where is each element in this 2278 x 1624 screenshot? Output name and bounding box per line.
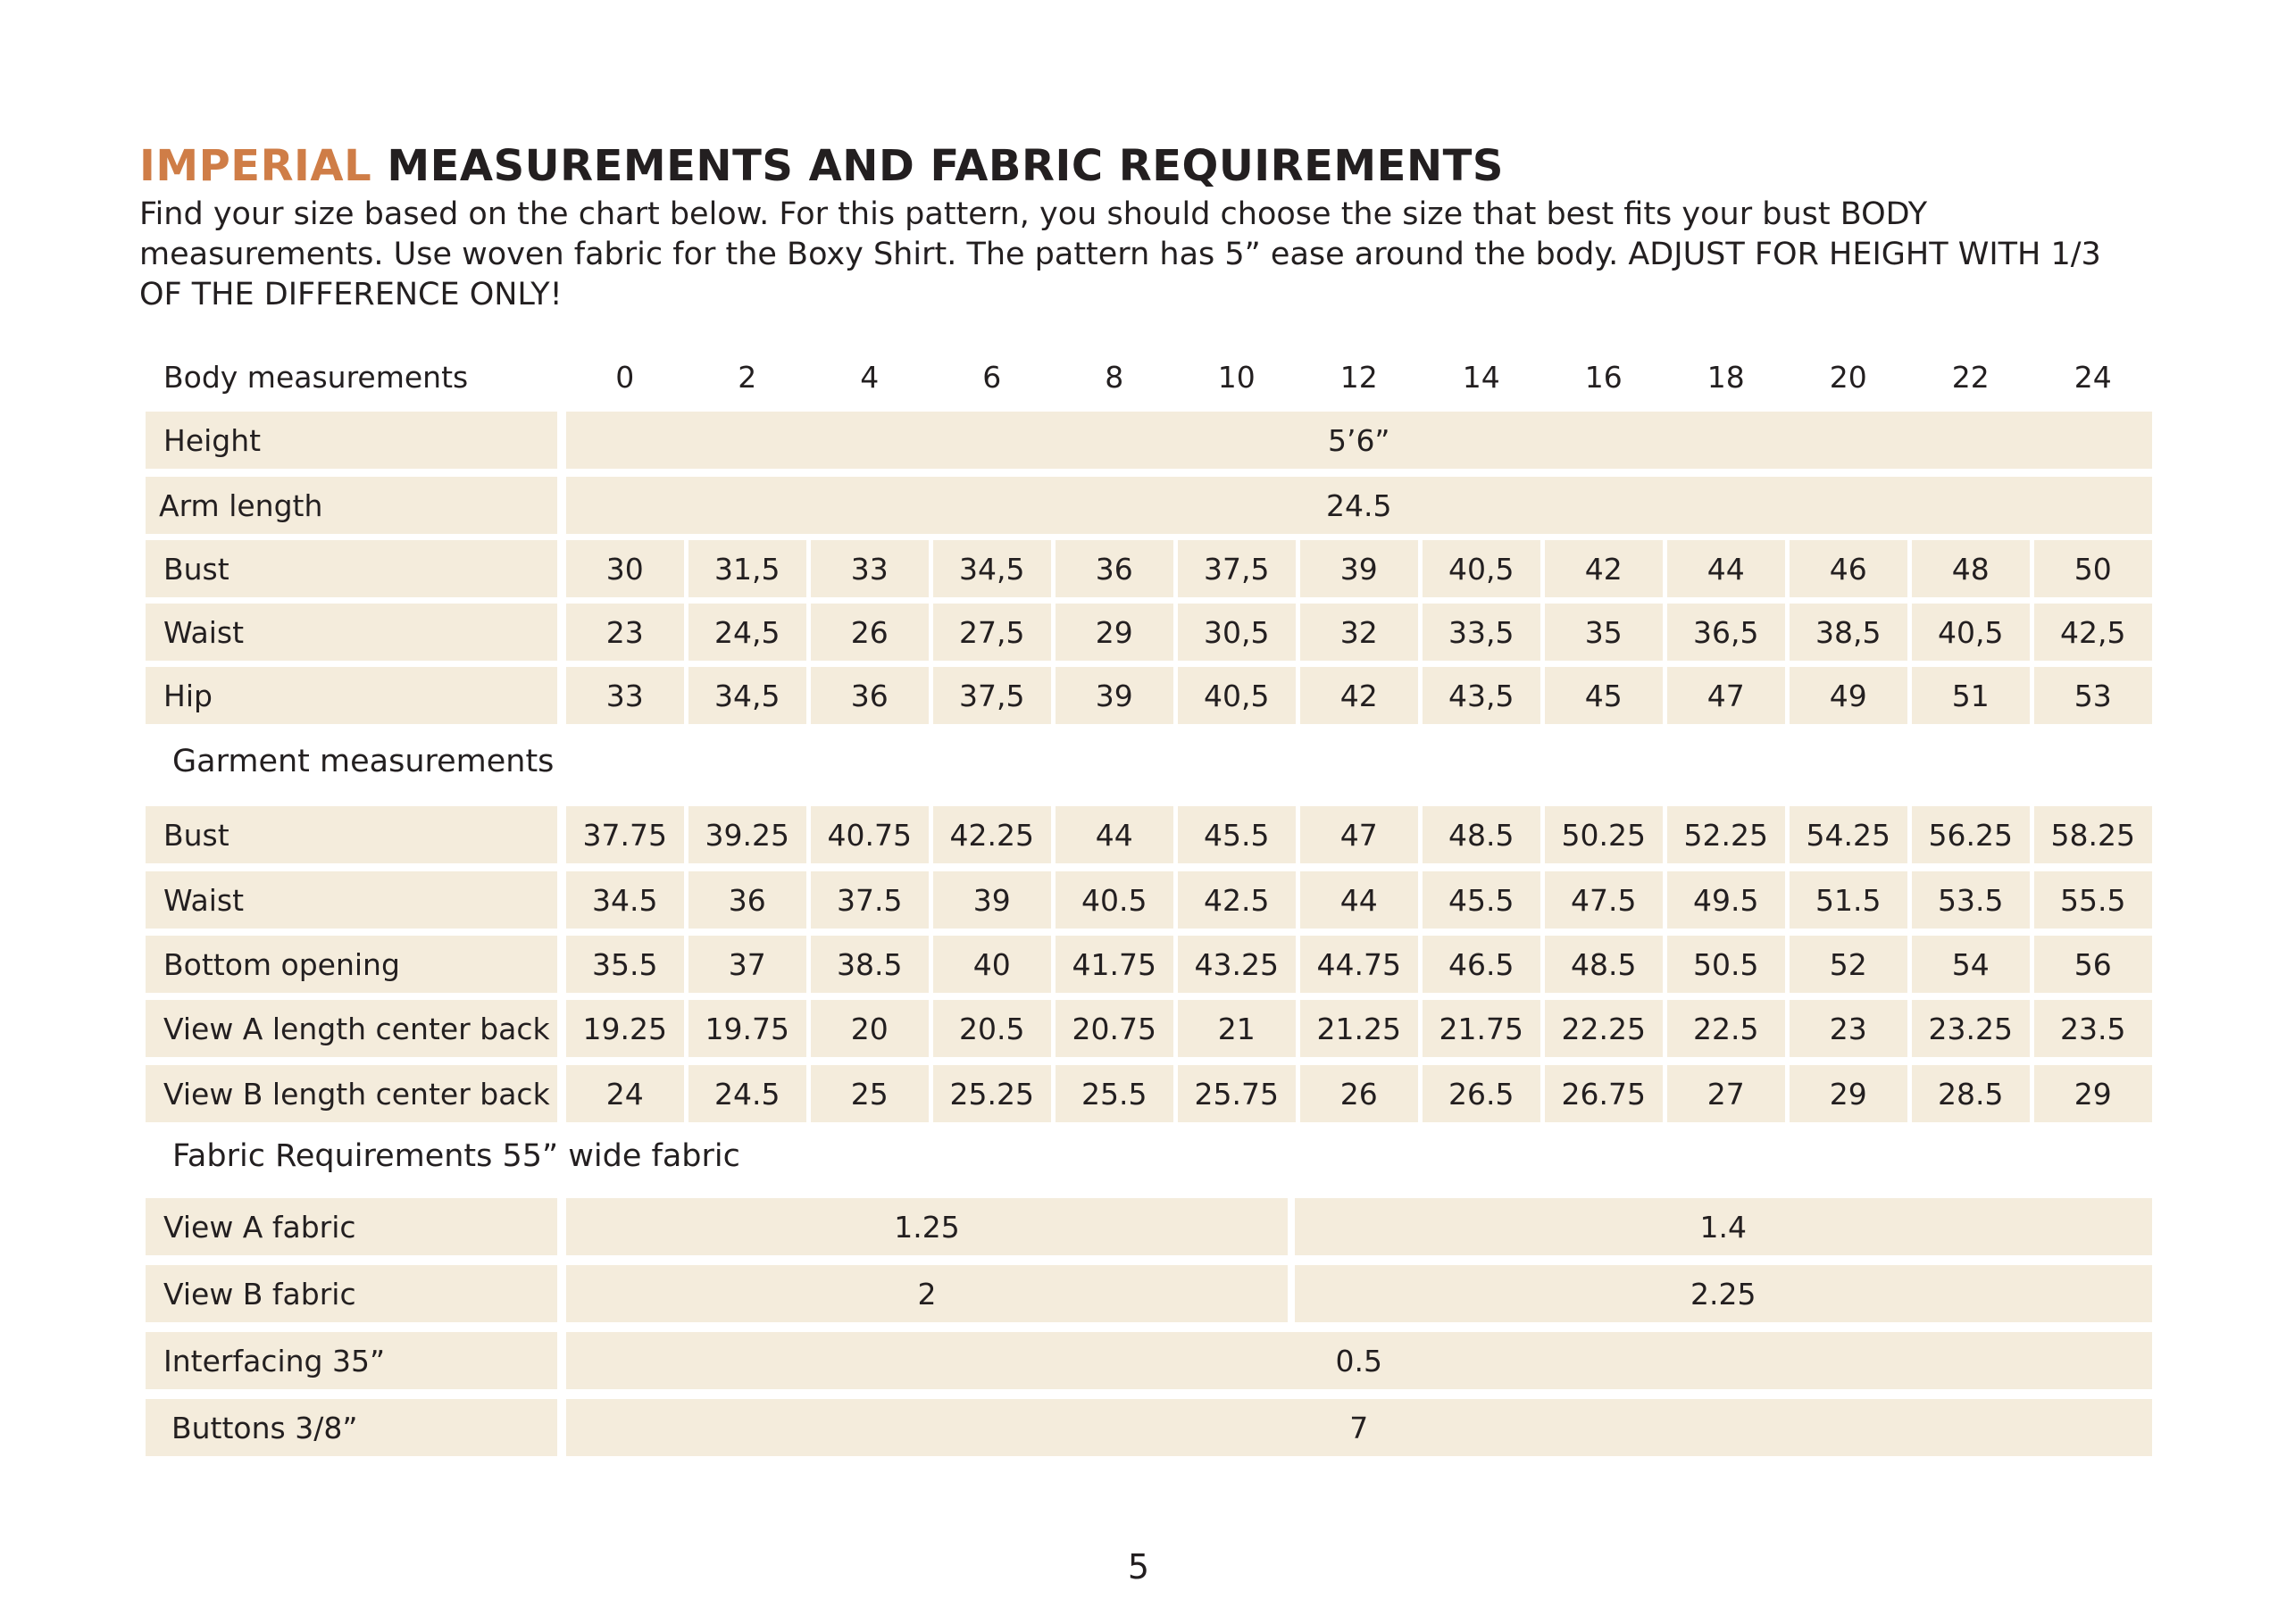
- body-cell: 24,5: [688, 604, 806, 661]
- garment-cell: 34.5: [566, 871, 684, 929]
- garment-cell: 29: [1790, 1065, 1907, 1122]
- body-cell: 47: [1667, 667, 1785, 724]
- garment-cell: 54.25: [1790, 806, 1907, 863]
- size-header: 22: [1951, 359, 1990, 395]
- body-cell: 33: [566, 667, 684, 724]
- body-cell: 36,5: [1667, 604, 1785, 661]
- view-b-large-sizes: 2.25: [1295, 1265, 2152, 1322]
- size-header: 20: [1829, 359, 1867, 395]
- garment-cell: 39: [933, 871, 1051, 929]
- body-cell: 40,5: [1178, 667, 1296, 724]
- garment-cell: 48.5: [1545, 936, 1663, 993]
- garment-cell: 49.5: [1667, 871, 1785, 929]
- body-cell: 42: [1545, 540, 1663, 597]
- garment-cell: 20: [811, 1000, 929, 1057]
- garment-cell: 27: [1667, 1065, 1785, 1122]
- garment-row-label: Waist: [146, 871, 557, 929]
- row-label-arm-length: Arm length: [146, 477, 557, 534]
- garment-cell: 45.5: [1423, 871, 1540, 929]
- garment-cell: 40.5: [1056, 871, 1173, 929]
- body-cell: 51: [1912, 667, 2030, 724]
- page-title: [139, 141, 1504, 191]
- body-cell: 30,5: [1178, 604, 1296, 661]
- garment-cell: 41.75: [1056, 936, 1173, 993]
- garment-cell: 46.5: [1423, 936, 1540, 993]
- height-value: 5’6”: [566, 412, 2152, 469]
- garment-cell: 56.25: [1912, 806, 2030, 863]
- garment-cell: 25: [811, 1065, 929, 1122]
- garment-cell: 44: [1056, 806, 1173, 863]
- title-accent: IMPERIAL: [139, 141, 372, 191]
- garment-row-label: Bottom opening: [146, 936, 557, 993]
- fabric-row-label: Interfacing 35”: [146, 1332, 557, 1389]
- body-cell: 35: [1545, 604, 1663, 661]
- garment-cell: 21.75: [1423, 1000, 1540, 1057]
- size-header: 24: [2074, 359, 2112, 395]
- garment-cell: 40: [933, 936, 1051, 993]
- garment-cell: 42.5: [1178, 871, 1296, 929]
- body-cell: 36: [811, 667, 929, 724]
- body-cell: 26: [811, 604, 929, 661]
- garment-cell: 21.25: [1300, 1000, 1418, 1057]
- garment-cell: 26: [1300, 1065, 1418, 1122]
- body-cell: 33: [811, 540, 929, 597]
- garment-cell: 23.25: [1912, 1000, 2030, 1057]
- body-cell: 48: [1912, 540, 2030, 597]
- garment-cell: 51.5: [1790, 871, 1907, 929]
- garment-cell: 37.75: [566, 806, 684, 863]
- body-cell: 31,5: [688, 540, 806, 597]
- body-cell: 34,5: [688, 667, 806, 724]
- garment-section-heading: Garment measurements: [172, 744, 555, 779]
- garment-cell: 50.5: [1667, 936, 1785, 993]
- body-row-label: Hip: [146, 667, 557, 724]
- view-a-large-sizes: 1.4: [1295, 1198, 2152, 1255]
- garment-cell: 37: [688, 936, 806, 993]
- body-cell: 42: [1300, 667, 1418, 724]
- garment-cell: 40.75: [811, 806, 929, 863]
- garment-cell: 29: [2034, 1065, 2152, 1122]
- garment-cell: 39.25: [688, 806, 806, 863]
- body-cell: 53: [2034, 667, 2152, 724]
- garment-row-label: View B length center back: [146, 1065, 557, 1122]
- title-rest: MEASUREMENTS AND FABRIC REQUIREMENTS: [371, 141, 1504, 191]
- garment-cell: 47.5: [1545, 871, 1663, 929]
- size-header: 0: [615, 359, 635, 395]
- garment-cell: 44: [1300, 871, 1418, 929]
- garment-cell: 56: [2034, 936, 2152, 993]
- garment-cell: 58.25: [2034, 806, 2152, 863]
- garment-cell: 47: [1300, 806, 1418, 863]
- garment-cell: 44.75: [1300, 936, 1418, 993]
- garment-cell: 35.5: [566, 936, 684, 993]
- size-header: 6: [982, 359, 1002, 395]
- garment-cell: 37.5: [811, 871, 929, 929]
- garment-cell: 52.25: [1667, 806, 1785, 863]
- garment-cell: 22.5: [1667, 1000, 1785, 1057]
- body-cell: 39: [1300, 540, 1418, 597]
- garment-cell: 25.75: [1178, 1065, 1296, 1122]
- arm-length-value: 24.5: [566, 477, 2152, 534]
- garment-cell: 52: [1790, 936, 1907, 993]
- fabric-row-label: View B fabric: [146, 1265, 557, 1322]
- garment-cell: 19.25: [566, 1000, 684, 1057]
- fabric-row-label: Buttons 3/8”: [146, 1399, 557, 1456]
- view-b-small-sizes: 2: [566, 1265, 1288, 1322]
- body-cell: 23: [566, 604, 684, 661]
- garment-cell: 25.5: [1056, 1065, 1173, 1122]
- garment-cell: 48.5: [1423, 806, 1540, 863]
- garment-cell: 53.5: [1912, 871, 2030, 929]
- garment-cell: 50.25: [1545, 806, 1663, 863]
- garment-cell: 21: [1178, 1000, 1296, 1057]
- garment-cell: 54: [1912, 936, 2030, 993]
- body-cell: 32: [1300, 604, 1418, 661]
- garment-cell: 55.5: [2034, 871, 2152, 929]
- row-label-height: Height: [146, 412, 557, 469]
- body-cell: 40,5: [1423, 540, 1540, 597]
- size-header: 8: [1105, 359, 1124, 395]
- body-cell: 30: [566, 540, 684, 597]
- fabric-row-label: View A fabric: [146, 1198, 557, 1255]
- body-row-label: Waist: [146, 604, 557, 661]
- body-cell: 33,5: [1423, 604, 1540, 661]
- body-cell: 42,5: [2034, 604, 2152, 661]
- body-cell: 39: [1056, 667, 1173, 724]
- body-cell: 37,5: [1178, 540, 1296, 597]
- body-cell: 27,5: [933, 604, 1051, 661]
- garment-cell: 36: [688, 871, 806, 929]
- garment-cell: 24: [566, 1065, 684, 1122]
- garment-cell: 43.25: [1178, 936, 1296, 993]
- body-cell: 49: [1790, 667, 1907, 724]
- garment-cell: 19.75: [688, 1000, 806, 1057]
- garment-cell: 25.25: [933, 1065, 1051, 1122]
- buttons-value: 7: [566, 1399, 2152, 1456]
- garment-cell: 26.75: [1545, 1065, 1663, 1122]
- body-cell: 43,5: [1423, 667, 1540, 724]
- garment-cell: 38.5: [811, 936, 929, 993]
- body-cell: 34,5: [933, 540, 1051, 597]
- garment-cell: 20.75: [1056, 1000, 1173, 1057]
- garment-cell: 42.25: [933, 806, 1051, 863]
- body-cell: 46: [1790, 540, 1907, 597]
- size-header: 2: [738, 359, 757, 395]
- garment-cell: 24.5: [688, 1065, 806, 1122]
- size-header: 18: [1706, 359, 1745, 395]
- garment-cell: 23.5: [2034, 1000, 2152, 1057]
- body-cell: 40,5: [1912, 604, 2030, 661]
- interfacing-value: 0.5: [566, 1332, 2152, 1389]
- size-header: 16: [1584, 359, 1623, 395]
- body-cell: 44: [1667, 540, 1785, 597]
- view-a-small-sizes: 1.25: [566, 1198, 1288, 1255]
- body-cell: 38,5: [1790, 604, 1907, 661]
- body-row-label: Bust: [146, 540, 557, 597]
- intro-text: Find your size based on the chart below. For this pattern, you should choose the size that best fits your bust BODY measurements. Use woven fabric for the Boxy Shirt. The pattern has 5” ease around the body. ADJUST FOR HEIGHT WITH 1/3 OF THE DIFFERENCE ONLY!: [139, 196, 2101, 312]
- garment-cell: 23: [1790, 1000, 1907, 1057]
- garment-row-label: Bust: [146, 806, 557, 863]
- size-header: 4: [860, 359, 880, 395]
- garment-cell: 26.5: [1423, 1065, 1540, 1122]
- table-header-label: Body measurements: [163, 359, 469, 395]
- size-header: 10: [1217, 359, 1256, 395]
- garment-cell: 45.5: [1178, 806, 1296, 863]
- size-header: 12: [1339, 359, 1378, 395]
- body-cell: 45: [1545, 667, 1663, 724]
- garment-cell: 22.25: [1545, 1000, 1663, 1057]
- body-cell: 50: [2034, 540, 2152, 597]
- garment-row-label: View A length center back: [146, 1000, 557, 1057]
- body-cell: 36: [1056, 540, 1173, 597]
- fabric-section-heading: Fabric Requirements 55” wide fabric: [172, 1138, 740, 1174]
- garment-cell: 20.5: [933, 1000, 1051, 1057]
- garment-cell: 28.5: [1912, 1065, 2030, 1122]
- body-cell: 37,5: [933, 667, 1051, 724]
- body-cell: 29: [1056, 604, 1173, 661]
- size-header: 14: [1462, 359, 1500, 395]
